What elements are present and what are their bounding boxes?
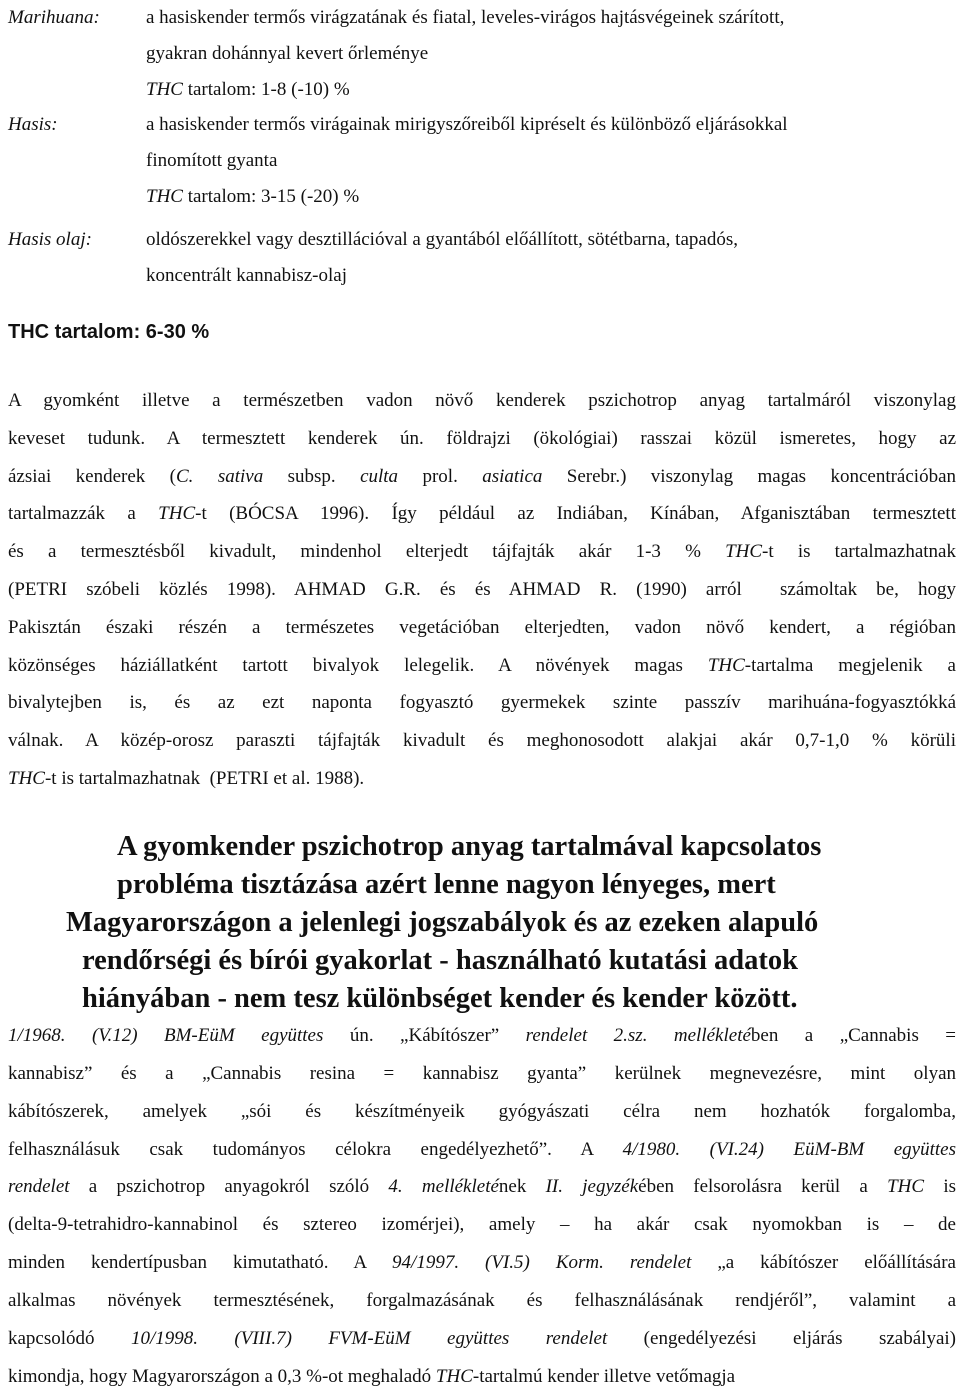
- paragraph-line: [8, 722, 956, 760]
- emphasis-heading: [0, 828, 960, 1018]
- paragraph-line: [8, 1282, 956, 1320]
- thc-abbrev: THC: [146, 79, 183, 100]
- thc-content-line: [146, 72, 952, 108]
- text-run: Serebr.) viszonylag magas koncentrációban: [542, 465, 956, 487]
- paragraph-line: [8, 1206, 956, 1244]
- text-run: ében felsorolásra kerül a: [638, 1176, 888, 1198]
- italic-text-run: THC: [887, 1176, 925, 1198]
- paragraph-line: [8, 1017, 956, 1055]
- paragraph-line: [8, 647, 956, 685]
- paragraph-line: [8, 382, 956, 420]
- definition-line: finomított gyanta: [146, 150, 278, 171]
- definition-term: Hasis olaj:: [8, 229, 92, 250]
- heading-line: Magyarországon a jelenlegi jogszabályok és az ezeken alapuló: [66, 907, 819, 938]
- text-run: subsp.: [263, 465, 361, 487]
- paragraph-line: [8, 1093, 956, 1131]
- text-run: (PETRI szóbeli közlés 1998). AHMAD G.R. és és AHMAD R. (1990) arról számoltak be, hogy: [8, 578, 956, 600]
- heading-line: rendőrségi és bírói gyakorlat - használható kutatási adatok: [82, 945, 798, 976]
- text-run: prol.: [398, 465, 483, 487]
- definition-line: koncentrált kannabisz-olaj: [146, 265, 348, 286]
- text-run: -t is tartalmazhatnak: [762, 541, 956, 563]
- italic-text-run: 10/1998. (VIII.7) FVM-EüM együttes rendelet: [130, 1327, 608, 1349]
- paragraph-line: [8, 571, 956, 609]
- italic-text-run: rendelet: [8, 1176, 70, 1198]
- text-run: nek: [498, 1176, 546, 1198]
- italic-text-run: THC: [158, 503, 196, 525]
- italic-text-run: 4. mellékleté: [388, 1176, 499, 1198]
- paragraph-line: [8, 1358, 956, 1395]
- italic-text-run: THC: [435, 1365, 473, 1387]
- text-run: bivalytejben is, és az ezt naponta fogyasztó gyermekek szinte passzív marihuána-fogyasztókká: [8, 692, 956, 714]
- text-run: ben a „Cannabis =: [750, 1025, 956, 1046]
- heading-line: A gyomkender pszichotrop anyag tartalmával kapcsolatos: [117, 831, 822, 862]
- definition-description: [146, 222, 952, 294]
- italic-text-run: THC: [725, 541, 763, 563]
- paragraph-line: [8, 1055, 956, 1093]
- thc-content-bold-line: THC tartalom: 6-30 %: [8, 321, 210, 343]
- text-run: közönséges háziállatként tartott bivalyok lelegelik. A növények magas: [8, 654, 708, 676]
- italic-text-run: 4/1980. (VI.24) EüM-BM együttes: [622, 1138, 956, 1160]
- text-run: tartalmazzák a: [8, 503, 159, 525]
- text-run: is: [924, 1176, 956, 1198]
- italic-text-run: C. sativa: [176, 465, 264, 487]
- text-run: (engedélyezési eljárás szabályai): [607, 1327, 956, 1349]
- definition-line: a hasiskender termős virágainak mirigyszőreiből kipréselt és különböző eljárásokkal: [146, 114, 788, 135]
- text-run: válnak. A közép-orosz paraszti tájfajták kivadult és meghonosodott alakjai akár 0,7-1,0 % körüli: [8, 730, 956, 752]
- italic-text-run: culta: [360, 465, 399, 487]
- italic-text-run: asiatica: [482, 465, 543, 487]
- italic-text-run: 1/1968. (V.12) BM-EüM együttes: [8, 1025, 324, 1046]
- definition-description: [146, 0, 952, 108]
- text-run: alkalmas növények termesztésének, forgalmazásának és felhasználásának rendjéről”, valamint a: [8, 1289, 956, 1311]
- body-paragraph-2: [8, 1017, 956, 1395]
- heading-line: probléma tisztázása azért lenne nagyon lényeges, mert: [117, 869, 776, 900]
- text-run: „a kábítószer előállítására: [691, 1252, 956, 1274]
- text-run: kábítószerek, amelyek „sói és készítményeik gyógyászati célra nem hozhatók forgalomba,: [8, 1100, 956, 1122]
- definition-term: Marihuana:: [8, 7, 100, 28]
- thc-abbrev: THC: [146, 186, 183, 207]
- paragraph-line: [8, 458, 956, 496]
- text-run: minden kendertípusban kimutatható. A: [8, 1252, 393, 1274]
- paragraph-line: [8, 420, 956, 458]
- text-run: keveset tudunk. A termesztett kenderek ún. földrajzi (ökológiai) rasszai közül ismeretes, hogy az: [8, 427, 956, 449]
- paragraph-line: [8, 684, 956, 722]
- paragraph-line: [8, 1131, 956, 1169]
- text-run: ázsiai kenderek (: [8, 465, 176, 487]
- text-run: és a termesztésből kivadult, mindenhol elterjedt tájfajták akár 1-3 %: [8, 541, 726, 563]
- text-run: ún. „Kábítószer”: [323, 1025, 526, 1046]
- paragraph-line: [8, 1244, 956, 1282]
- definition-line: a hasiskender termős virágzatának és fiatal, leveles-virágos hajtásvégeinek szárított,: [146, 7, 785, 28]
- text-run: -t is tartalmazhatnak (PETRI et al. 1988).: [44, 767, 365, 789]
- definition-term: Hasis:: [8, 114, 58, 135]
- definition-line: gyakran dohánnyal kevert őrleménye: [146, 43, 429, 64]
- thc-content-line: [146, 179, 952, 215]
- italic-text-run: II. jegyzék: [545, 1176, 639, 1198]
- text-run: felhasználásuk csak tudományos célokra engedélyezhető”. A: [8, 1138, 623, 1160]
- heading-line: hiányában - nem tesz különbséget kender és kender között.: [82, 983, 798, 1014]
- text-run: -t (BÓCSA 1996). Így például az Indiában, Kínában, Afganisztában termesztett: [195, 503, 956, 525]
- paragraph-line: [8, 533, 956, 571]
- paragraph-line: [8, 1320, 956, 1358]
- italic-text-run: rendelet 2.sz. mellékleté: [525, 1025, 751, 1046]
- paragraph-line: [8, 1168, 956, 1206]
- italic-text-run: THC: [707, 654, 745, 676]
- text-run: -tartalmú kender illetve vetőmagja: [472, 1365, 736, 1387]
- definition-line: oldószerekkel vagy desztillációval a gyantából előállított, sötétbarna, tapadós,: [146, 229, 738, 250]
- text-run: a pszichotrop anyagokról szóló: [69, 1176, 389, 1198]
- paragraph-line: [8, 609, 956, 647]
- text-run: Pakisztán északi részén a természetes vegetációban elterjedten, vadon növő kendert, a régióban: [8, 616, 956, 638]
- italic-text-run: 94/1997. (VI.5) Korm. rendelet: [392, 1252, 692, 1274]
- thc-content-value: tartalom: 1-8 (-10) %: [182, 79, 350, 100]
- italic-text-run: THC: [8, 767, 45, 789]
- thc-content-value: tartalom: 3-15 (-20) %: [182, 186, 360, 207]
- definition-description: [146, 107, 952, 215]
- text-run: (delta-9-tetrahidro-kannabinol és sztereo izomérjei), amely – ha akár csak nyomokban is – de: [8, 1214, 956, 1236]
- text-run: kapcsolódó: [8, 1327, 131, 1349]
- body-paragraph-1: [8, 382, 956, 798]
- paragraph-line: [8, 495, 956, 533]
- text-run: kannabisz” és a „Cannabis resina = kannabisz gyanta” kerülnek megnevezésre, mint olyan: [8, 1062, 956, 1084]
- text-run: -tartalma megjelenik a: [744, 654, 956, 676]
- text-run: A gyomként illetve a természetben vadon növő kenderek pszichotrop anyag tartalmáról viszonylag: [8, 390, 956, 411]
- paragraph-line: [8, 760, 956, 798]
- text-run: kimondja, hogy Magyarországon a 0,3 %-ot meghaladó: [8, 1365, 436, 1387]
